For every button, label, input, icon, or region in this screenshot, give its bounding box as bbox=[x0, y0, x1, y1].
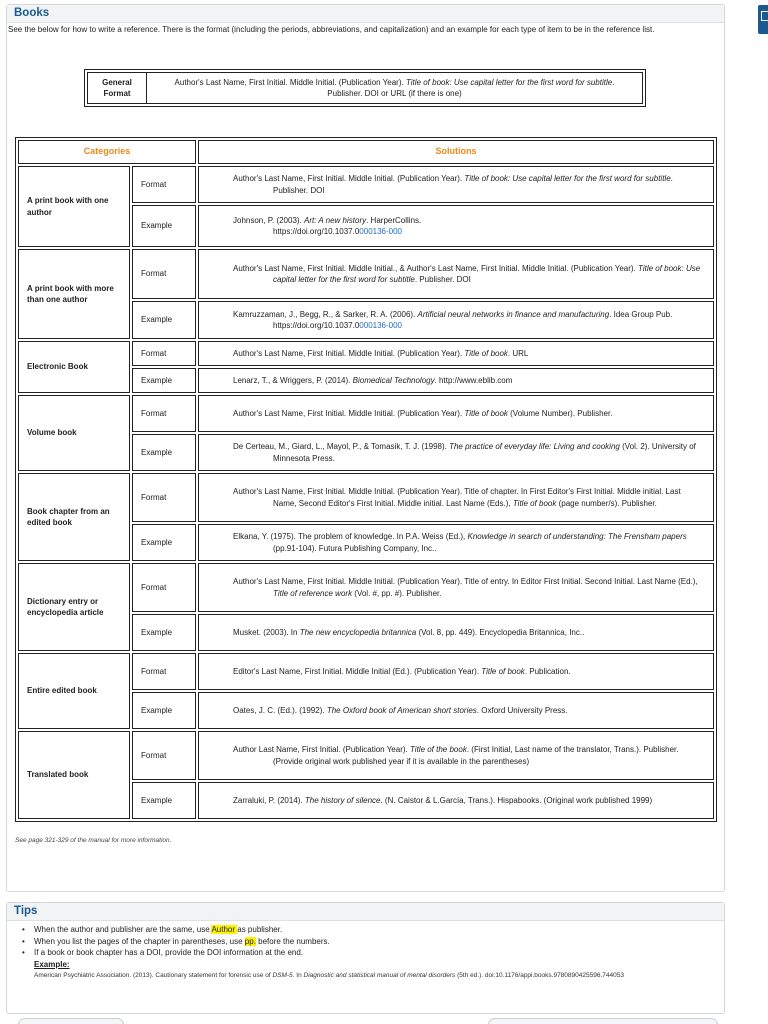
format-label: Format bbox=[132, 249, 196, 299]
categories-header: Categories bbox=[18, 140, 196, 164]
example-label: Example bbox=[132, 782, 196, 819]
tips-panel-header bbox=[7, 903, 724, 921]
format-label: Format bbox=[132, 473, 196, 522]
general-format-box bbox=[84, 69, 646, 107]
category-cell: Volume book bbox=[18, 395, 130, 471]
tips-title: Tips bbox=[14, 905, 38, 917]
example-label: Example bbox=[132, 205, 196, 247]
next-page-button[interactable] bbox=[488, 1018, 718, 1024]
format-text: Author's Last Name, First Initial. Middle Initial. (Publication Year). Title of chapter. In First Editor's First Initial. Middle initial. Last Name, Second Editor's First Initial. Middle initial. Last Name (Eds.), Title of book (page number/s). Publisher. bbox=[198, 473, 714, 522]
list-item: • When you list the pages of the chapter in parentheses, use pp. before the numbers. bbox=[34, 936, 714, 948]
books-intro: See the below for how to write a reference. There is the format (including the periods, abbreviations, and capitalization) and an example for each type of item to be in the reference list. bbox=[8, 25, 655, 34]
table-row bbox=[18, 249, 714, 299]
category-cell: Book chapter from an edited book bbox=[18, 473, 130, 561]
example-text: Elkana, Y. (1975). The problem of knowledge. In P.A. Weiss (Ed.), Knowledge in search of understanding: The Frensham papers (pp.91-104). Futura Publishing Company, Inc.. bbox=[198, 524, 714, 561]
example-text: Oates, J. C. (Ed.). (1992). The Oxford book of American short stories. Oxford University Press. bbox=[198, 692, 714, 729]
tips-example bbox=[34, 959, 714, 982]
table-row bbox=[18, 563, 714, 612]
see-page-note: See page 321-329 of the manual for more information. bbox=[15, 837, 172, 844]
table-row bbox=[18, 731, 714, 780]
category-cell: Translated book bbox=[18, 731, 130, 819]
solutions-header: Solutions bbox=[198, 140, 714, 164]
format-label: Format bbox=[132, 341, 196, 366]
tips-list bbox=[34, 924, 714, 981]
format-text: Author's Last Name, First Initial. Middle Initial. (Publication Year). Title of entry. In Editor First Initial. Second Initial. Last Name (Ed.), Title of reference work (Vol. #, pp. #). Publisher. bbox=[198, 563, 714, 612]
category-cell: Entire edited book bbox=[18, 653, 130, 729]
format-label: Format bbox=[132, 166, 196, 203]
tips-example-label: Example: bbox=[34, 959, 70, 969]
format-label: Format bbox=[132, 653, 196, 690]
example-text: Johnson, P. (2003). Art: A new history. HarperCollins. https://doi.org/10.1037.0000136-000 bbox=[198, 205, 714, 247]
example-label: Example bbox=[132, 614, 196, 651]
example-doi-link[interactable]: https://doi.org/10.1037.0000136-000 bbox=[273, 227, 403, 236]
sidebar-toggle-icon[interactable] bbox=[758, 5, 768, 34]
table-row bbox=[18, 341, 714, 366]
example-text: Zarraluki, P. (2014). The history of silence. (N. Caistor & L.García, Trans.). Hispabooks. (Original work published 1999) bbox=[198, 782, 714, 819]
table-row bbox=[18, 395, 714, 432]
format-text: Author's Last Name, First Initial. Middle Initial. (Publication Year). Title of book: Use capital letter for the first word for subtitle. Publisher. DOI bbox=[198, 166, 714, 203]
category-cell: Electronic Book bbox=[18, 341, 130, 393]
format-text: Author Last Name, First Initial. (Publication Year). Title of the book. (First Initial, Last name of the translator, Trans.). Publisher. (Provide original work published year if it is available in the parentheses) bbox=[198, 731, 714, 780]
example-text: Lenarz, T., & Wriggers, P. (2014). Biomedical Technology. http://www.eblib.com bbox=[198, 368, 714, 393]
example-text: Musket. (2003). In The new encyclopedia britannica (Vol. 8, pp. 449). Encyclopedia Britannica, Inc.. bbox=[198, 614, 714, 651]
format-text: Editor's Last Name, First Initial. Middle Initial (Ed.). (Publication Year). Title of book. Publication. bbox=[198, 653, 714, 690]
table-row bbox=[18, 653, 714, 690]
format-text: Author's Last Name, First Initial. Middle Initial. (Publication Year). Title of book. URL bbox=[198, 341, 714, 366]
format-label: Format bbox=[132, 563, 196, 612]
example-label: Example bbox=[132, 434, 196, 471]
list-item: • If a book or book chapter has a DOI, provide the DOI information at the end. bbox=[34, 947, 714, 959]
reference-table bbox=[15, 137, 717, 822]
format-label: Format bbox=[132, 731, 196, 780]
category-cell: A print book with more than one author bbox=[18, 249, 130, 339]
category-cell: A print book with one author bbox=[18, 166, 130, 247]
format-label: Format bbox=[132, 395, 196, 432]
books-title: Books bbox=[14, 7, 50, 19]
previous-page-button[interactable] bbox=[18, 1018, 124, 1024]
example-text: De Certeau, M., Giard, L., Mayol, P., & Tomasik, T. J. (1998). The practice of everyday life: Living and cooking (Vol. 2). University of Minnesota Press. bbox=[198, 434, 714, 471]
format-text: Author's Last Name, First Initial. Middle Initial. (Publication Year). Title of book (Volume Number). Publisher. bbox=[198, 395, 714, 432]
example-label: Example bbox=[132, 301, 196, 339]
example-label: Example bbox=[132, 368, 196, 393]
category-cell: Dictionary entry or encyclopedia article bbox=[18, 563, 130, 651]
example-label: Example bbox=[132, 524, 196, 561]
tips-example-citation: American Psychiatric Association. (2013). Cautionary statement for forensic use of DSM-5. In Diagnostic and statistical manual of mental disorders (5th ed.). doi:10.1176/appi.books.9780890425596.744053 bbox=[34, 972, 624, 979]
table-row bbox=[18, 166, 714, 203]
general-format-label: General Format bbox=[87, 72, 147, 104]
example-text: Kamruzzaman, J., Begg, R., & Sarker, R. A. (2006). Artificial neural networks in finance and manufacturing. Idea Group Pub. https://doi.org/10.1037.0000136-000 bbox=[198, 301, 714, 339]
general-format-text: Author's Last Name, First Initial. Middle Initial. (Publication Year). Title of book: Use capital letter for the first word for subtitle. Publisher. DOI or URL (if there is one) bbox=[147, 72, 643, 104]
table-row bbox=[18, 473, 714, 522]
list-item: • When the author and publisher are the same, use Author as publisher. bbox=[34, 924, 714, 936]
example-label: Example bbox=[132, 692, 196, 729]
format-text: Author's Last Name, First Initial. Middle Initial., & Author's Last Name, First Initial. Middle Initial. (Publication Year). Title of book: Use capital letter for the first word for subtitle. Publisher. DOI bbox=[198, 249, 714, 299]
books-panel-header bbox=[7, 5, 724, 23]
